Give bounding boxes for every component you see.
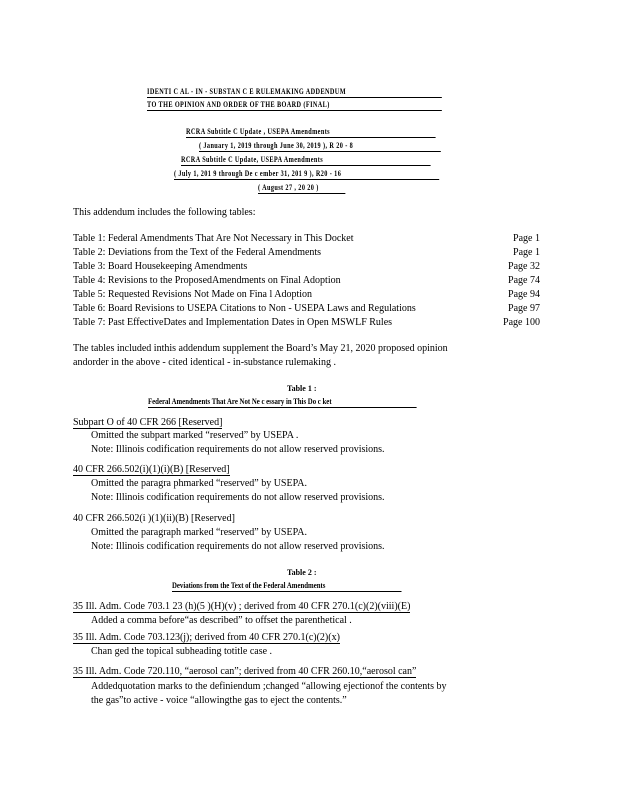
toc-label: Table 1: Federal Amendments That Are Not Necessary in This Docket [73,233,354,244]
toc-page: Page 74 [508,275,540,286]
table1-entry-title: Subpart O of 40 CFR 266 [Reserved] [73,417,223,428]
intro-text: This addendum includes the following tables: [73,207,256,218]
paragraph-line-1: The tables included inthis addendum supplement the Board’s May 21, 2020 proposed opinion [73,343,448,354]
toc-label: Table 2: Deviations from the Text of the Federal Amendments [73,247,322,258]
table1-entry-title: 40 CFR 266.502(i)(1)(i)(B) [Reserved] [73,464,230,475]
toc-page: Page 1 [513,233,540,244]
toc-label: Table 6: Board Revisions to USEPA Citations to Non - USEPA Laws and Regulations [73,303,416,314]
table2-entry-line: Addedquotation marks to the definiendum ;changed “allowing ejectionof the contents by [91,681,447,692]
toc-label: Table 5: Requested Revisions Not Made on Fina l Adoption [73,289,312,300]
table2-caption-top: Table 2 : [287,568,317,577]
table2-entry-title: 35 Ill. Adm. Code 720.110, “aerosol can”; derived from 40 CFR 260.10,“aerosol can” [73,666,417,677]
toc-page: Page 32 [508,261,540,272]
paragraph-line-2: andorder in the above - cited identical - in-substance rulemaking . [73,357,336,368]
table1-entry-note: Note: Illinois codification requirements do not allow reserved provisions. [91,492,385,503]
table1-entry-note: Note: Illinois codification requirements do not allow reserved provisions. [91,541,385,552]
table1-entry-line: Omitted the paragraph marked “reserved” by USEPA. [91,527,307,538]
table2-entry-line: the gas”to active - voice “allowingthe gas to eject the contents.” [91,695,347,706]
table2-entry-line: Chan ged the topical subheading totitle case . [91,646,273,657]
addendum-title-line2: TO THE OPINION AND ORDER OF THE BOARD (FINAL) [147,100,442,111]
addendum-title-line1: IDENTI C AL - IN - SUBSTAN C E RULEMAKING ADDENDUM [147,87,442,98]
table2-entry-title: 35 Ill. Adm. Code 703.1 23 (h)(5 )(H)(v) ; derived from 40 CFR 270.1(c)(2)(viii)(E) [73,601,411,612]
table1-entry-note: Note: Illinois codification requirements do not allow reserved provisions. [91,444,385,455]
table1-entry-line: Omitted the paragra phmarked “reserved” by USEPA. [91,478,307,489]
toc-page: Page 1 [513,247,540,258]
table1-entry-line: Omitted the subpart marked “reserved” by USEPA . [91,430,299,441]
rcra-line-2: ( January 1, 2019 through June 30, 2019 ), R 20 - 8 [199,141,441,152]
table1-caption: Federal Amendments That Are Not Ne c essary in This Do c ket [148,397,417,408]
toc-label: Table 7: Past EffectiveDates and Implementation Dates in Open MSWLF Rules [73,317,393,328]
rcra-line-3: RCRA Subtitle C Update, USEPA Amendments [181,155,431,166]
table1-caption-top: Table 1 : [287,384,317,393]
rcra-line-1: RCRA Subtitle C Update , USEPA Amendments [186,127,436,138]
table2-caption: Deviations from the Text of the Federal Amendments [172,581,402,592]
date-line: ( August 27 , 20 20 ) [258,183,345,194]
table2-entry-line: Added a comma before“as described” to offset the parenthetical . [91,615,352,626]
toc-label: Table 3: Board Housekeeping Amendments [73,261,248,272]
toc-label: Table 4: Revisions to the ProposedAmendments on Final Adoption [73,275,341,286]
toc-page: Page 97 [508,303,540,314]
toc-page: Page 100 [503,317,540,328]
table2-entry-title: 35 Ill. Adm. Code 703.123(j); derived from 40 CFR 270.1(c)(2)(x) [73,632,340,643]
rcra-line-4: ( July 1, 201 9 through De c ember 31, 201 9 ), R20 - 16 [174,169,439,180]
toc-page: Page 94 [508,289,540,300]
table1-entry-title: 40 CFR 266.502(i )(1)(ii)(B) [Reserved] [73,513,235,524]
